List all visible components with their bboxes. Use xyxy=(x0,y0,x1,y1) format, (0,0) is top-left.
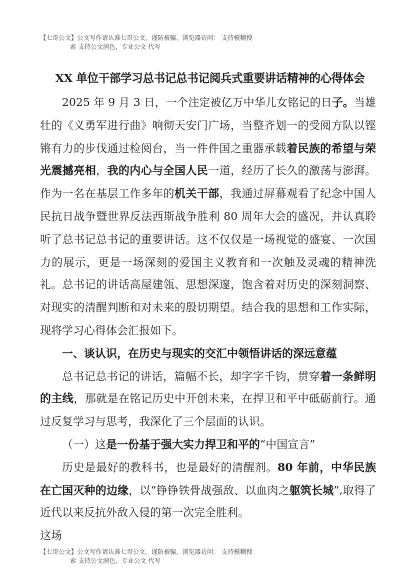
document-title: XX 单位干部学习总书记总书记阅兵式重要讲话精神的心得体会 xyxy=(55,71,365,85)
paragraph-subsection-1: 历史是最好的教科书，也是最好的清醒剂。80 年前，中华民族在亡国灭种的边缘，以“铮铮铁骨战强敌、以血肉之躯筑长城”,取得了近代以来反抗外敌入侵的第一次完全胜利。 这场 xyxy=(40,460,377,543)
header-line-2: 索 支持公文润色，专业公文 代写 xyxy=(70,44,161,51)
subsection-heading-1: （一）这是一份基于强大实力捍卫和平的“中国宣言” xyxy=(62,437,316,451)
header-line-1: 【七哥公文】公文写作请认准七哥公文，谨防被骗，浏览器访问： 支持模糊搜 xyxy=(40,35,253,42)
document-body xyxy=(40,92,376,548)
page-footer-ad xyxy=(40,548,380,566)
footer-line-1: 【七哥公文】公文写作请认准七哥公文，谨防被骗，浏览器访问： 支持模糊搜 xyxy=(40,549,253,556)
paragraph-section-1: 总书记总书记的讲话，篇幅不长，却字字千钧，贯穿着一条鲜明的主线，那就是在铭记历史中开创未来，在捍卫和平中砥砺前行。通过反复学习与思考，我深化了三个层面的认识。 xyxy=(40,369,377,429)
section-heading-1: 一、谈认识，在历史与现实的交汇中领悟讲话的深远意蕴 xyxy=(62,346,337,360)
footer-line-2: 索 支持公文润色，专业公文 代写 xyxy=(70,558,161,565)
page-header-ad xyxy=(40,34,380,52)
paragraph-intro: 2025 年 9 月 3 日，一个注定被亿万中华儿女铭记的日子。当雄壮的《义勇军进行曲》响彻天安门广场，当整齐划一的受阅方队以铿锵有力的步伐通过检阅台，当一件件国之重器承载着民族的希望与荣光震撼亮相，我的内心与全国人民一道，经历了长久的激荡与澎湃。作为一名在基层工作多年的机关干部，我通过屏幕观看了纪念中国人民抗日战争暨世界反法西斯战争胜利 80 周年大会的盛况，并认真聆听了总书记总书记的重要讲话。这不仅仅是一场视觉的盛宴、一次国力的展示，更是一场深刻的爱国主义教育和一次触及灵魂的精神洗礼。总书记的讲话高屋建瓴、思想深邃，饱含着对历史的深刻洞察、对现实的清醒判断和对未来的殷切期望。结合我的思想和工作实际，现将学习心得体会汇报如下。 xyxy=(40,96,377,337)
